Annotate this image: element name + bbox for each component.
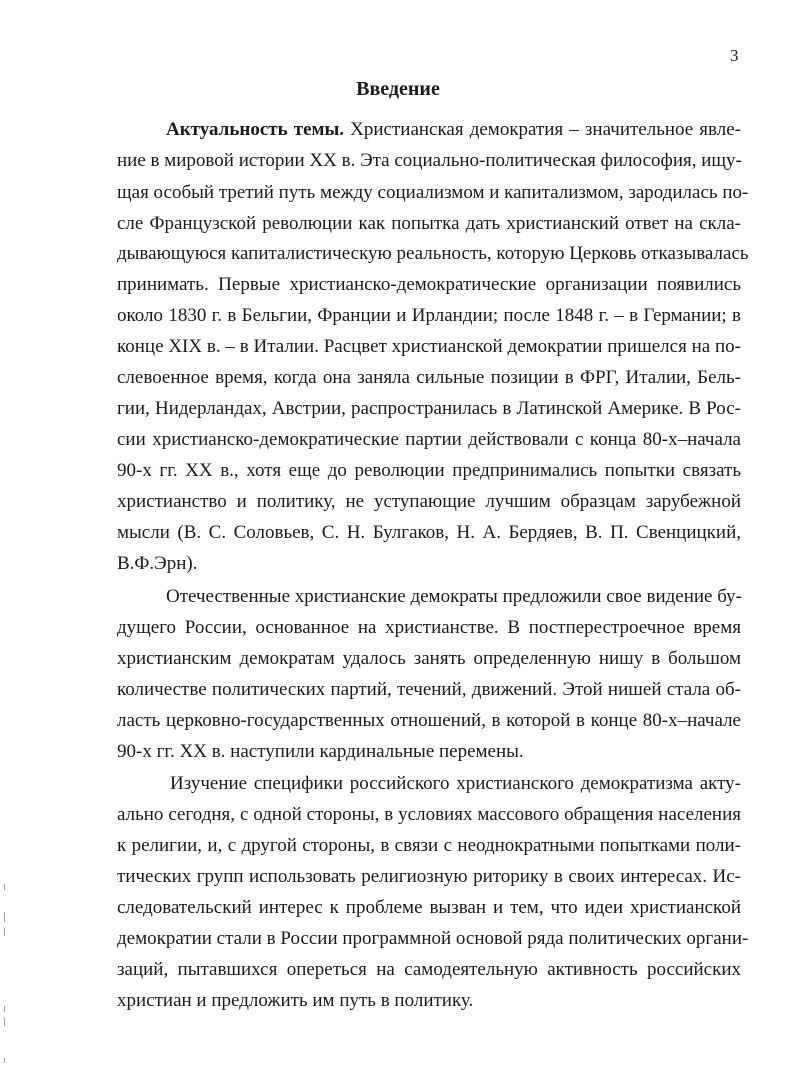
text-line: щая особый третий путь между социализмом и капитализмом, зародилась по- <box>117 182 749 203</box>
text-line: христианство и политику, не уступающие лучшим образцам зарубежной <box>117 491 741 512</box>
scan-mark <box>4 1058 5 1063</box>
scan-mark <box>4 884 5 890</box>
text-line: Изучение специфики российского христианского демократизма акту- <box>170 773 741 794</box>
text-line: христиан и предложить им путь в политику. <box>117 990 474 1011</box>
text-line: дывающуюся капиталистическую реальность, которую Церковь отказывалась <box>117 243 749 264</box>
scan-mark <box>4 1006 5 1012</box>
text-line: сле Французской революции как попытка дать христианский ответ на скла- <box>117 213 741 234</box>
scan-mark <box>4 912 5 922</box>
text-line: дущего России, основанное на христианстве. В постперестроечное время <box>117 617 741 638</box>
text-line: ально сегодня, с одной стороны, в условиях массового обращения населения <box>117 804 741 825</box>
text-line: 90-х гг. XX в. наступили кардинальные перемены. <box>117 741 524 762</box>
page-number: 3 <box>730 46 739 65</box>
scan-mark <box>4 928 5 936</box>
text-line: слевоенное время, когда она заняла сильные позиции в ФРГ, Италии, Бель- <box>117 367 741 388</box>
text-line: демократии стали в России программной основой ряда политических органи- <box>117 928 749 949</box>
text-line: христианским демократам удалось занять определенную нишу в большом <box>117 648 741 669</box>
text-line: мысли (В. С. Соловьев, С. Н. Булгаков, Н. А. Бердяев, В. П. Свенцицкий, <box>117 522 741 543</box>
text-line: следовательский интерес к проблеме вызван и тем, что идеи христианской <box>117 897 741 918</box>
text-line: к религии, и, с другой стороны, в связи с неоднократными попытками поли- <box>117 835 741 856</box>
text-line: В.Ф.Эрн). <box>117 553 198 574</box>
page-title: Введение <box>356 78 440 100</box>
text-line: сии христианско-демократические партии действовали с конца 80-х–начала <box>117 429 741 450</box>
text-line: ласть церковно-государственных отношений, в которой в конце 80-х–начале <box>117 710 741 731</box>
text-line: принимать. Первые христианско-демократические организации появились <box>117 274 741 295</box>
section-lead: Актуальность темы. <box>166 119 345 140</box>
text-line: конце XIX в. – в Италии. Расцвет христианской демократии пришелся на по- <box>117 336 741 357</box>
text-line: Актуальность темы. Христианская демократия – значительное явле- <box>166 119 742 140</box>
text-line: гии, Нидерландах, Австрии, распространилась в Латинской Америке. В Рос- <box>117 398 741 419</box>
text-line: количестве политических партий, течений, движений. Этой нишей стала об- <box>117 679 741 700</box>
text-line: тических групп использовать религиозную риторику в своих интересах. Ис- <box>117 866 741 887</box>
text-line: около 1830 г. в Бельгии, Франции и Ирландии; после 1848 г. – в Германии; в <box>117 305 741 326</box>
text-line: Отечественные христианские демократы предложили свое видение бу- <box>166 586 743 607</box>
text-line: ние в мировой истории XX в. Эта социально-политическая философия, ищу- <box>117 150 742 171</box>
text-line: заций, пытавшихся опереться на самодеятельную активность российских <box>117 959 741 980</box>
scan-mark <box>4 1018 5 1026</box>
text-line: 90-х гг. XX в., хотя еще до революции предпринимались попытки связать <box>117 460 741 481</box>
